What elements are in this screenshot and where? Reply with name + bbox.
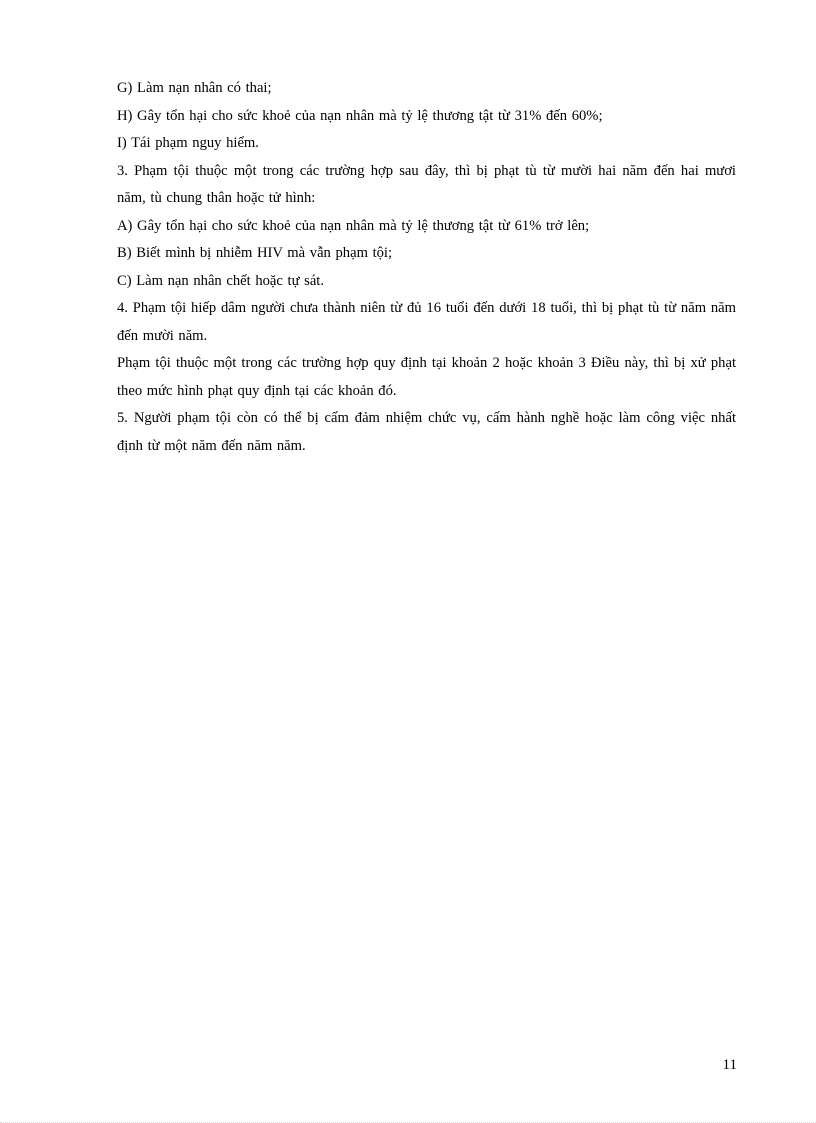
paragraph-h: H) Gây tổn hại cho sức khoẻ của nạn nhân mà tỷ lệ thương tật từ 31% đến 60%;	[117, 107, 603, 124]
clause-4-continuation: Phạm tội thuộc một trong các trường hợp quy định tại khoản 2 hoặc khoản 3 Điều này, thì bị xử phạt theo mức hình phạt quy định tại các khoản đó.	[117, 355, 736, 399]
paragraph-b: B) Biết mình bị nhiễm HIV mà vẫn phạm tội;	[117, 245, 393, 261]
clause-4: 4. Phạm tội hiếp dâm người chưa thành niên từ đủ 16 tuổi đến dưới 18 tuổi, thì bị phạt tù từ năm năm đến mười năm.	[117, 300, 736, 344]
clause-5: 5. Người phạm tội còn có thể bị cấm đảm nhiệm chức vụ, cấm hành nghề hoặc làm công việc nhất định từ một năm đến năm năm.	[117, 410, 736, 454]
clause-3: 3. Phạm tội thuộc một trong các trường hợp sau đây, thì bị phạt tù từ mười hai năm đến hai mươi năm, tù chung thân hoặc tử hình:	[117, 162, 736, 206]
page-number: 11	[722, 1057, 737, 1073]
paragraph-g: G) Làm nạn nhân có thai;	[117, 80, 272, 96]
document-body	[117, 75, 736, 460]
paragraph-a: A) Gây tổn hại cho sức khoẻ của nạn nhân mà tỷ lệ thương tật từ 61% trở lên;	[117, 217, 590, 234]
paragraph-i: I) Tái phạm nguy hiểm.	[117, 135, 259, 151]
paragraph-c: C) Làm nạn nhân chết hoặc tự sát.	[117, 272, 324, 289]
